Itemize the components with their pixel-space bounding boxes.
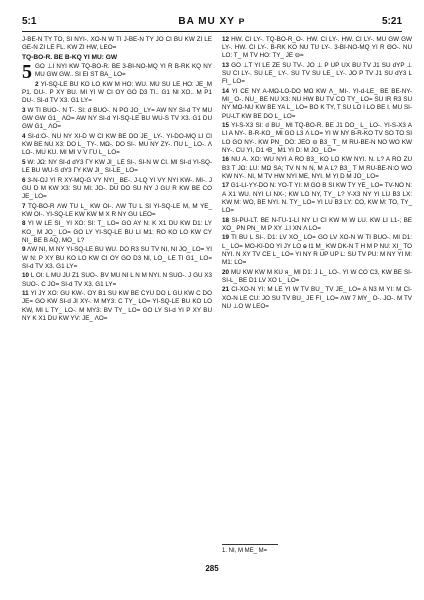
verse-number: 20 [222,268,230,276]
verse-paragraph [222,286,412,311]
verse-number: 9 [22,246,26,254]
verse-number: 16 [222,156,230,164]
verse-number: 17 [222,182,230,190]
verse-paragraph [222,217,412,233]
footnote: 1. NI, M ME_ M= [222,548,268,554]
verse-number: 13 [222,62,230,69]
verse-paragraph [22,203,212,219]
verse-paragraph [222,269,412,285]
verse-text: GO ⊥T YI LE ZE SU TV-. JO ⊥ P UP UX BU TV J1 SU dYP ⊥ SU CI LY-. SU LE_ LY-. SU TV SU LE_ LY-. JO P TV J1 SU dY3 L FI_ LO= [222,62,412,86]
verse-paragraph [222,234,412,267]
verse-paragraph [22,246,212,271]
verse-text: W TI BUO-. N T-. SI: d BUO-. N PO JO_ LY= AW NY SI-d TY MU GW GW G1_ ΛO= AW NY SI-d YI-SQ-LE BU WU-S TV X3. G1 DU GW G1_ ΛO= [22,106,213,131]
footnote-rule [222,544,278,545]
verse-paragraph [222,182,412,215]
verse-paragraph [222,88,412,121]
verse-number: 14 [222,88,230,95]
verse-number: 11 [22,290,29,298]
verse-text: YI-SQ-LE BU KO LO KW M HO: WU. MU SU LE HO: JE_M P1. DU-. P XY BU. MI YI W CI OY GO D3 TI.. G1 NI XO.. M P1 DU-. SI-d TV X3. G1 LY= [22,80,212,105]
verse-number: 6 [22,176,26,184]
verse-number: 12 [222,36,230,43]
verse-paragraph [22,107,212,132]
chapter-verse-start: 5:1 [22,16,37,27]
verse-text: NU A. XO: WU NYI A RO B3_ KO LO KW NYI. N. L? A RO ZU B3 T JΩ: LU: MΩ SA; TV N N N, M A L? B3_ T M RU-BE-N:O WO KW NY-. NI, M TV HW NYI ME, NYI. M YI D M JO_ LO= [222,156,413,180]
verse-number: 19 [222,234,230,242]
verse-text: MU KW KW M KU ᴙ_ MI D1: J L_ LO-. YI W CO C3, KW BE SI-SI-L_ BE D1 LV XO L_ LO= [222,268,413,284]
right-column [222,36,412,312]
verse-text: YI-S-X3 SI: d BU_ MI TQ-BO-R. BE J1 DO_ L_ LO-. YI-S-X3 A LI A NY-. B-R-KO_ MI GO L3 Λ LO= YI W NY B-R-KO TV SO TO SI LO GO NY-. KW PN_ DO: JEO ⊖ B3_ T_ M RU-BE-N NO WO KW NY-. CU YI, D1 ⁿB_ M1 YI D: M JO_ LO= [222,122,412,154]
verse-text: CI-XO-N YI: M LE YI W TV BU_ TV JE_ LO= A N3 M YI: M CI-XO-N LE CU: JO SU TV BU_ JE FI_ LO= ΛW 7 MY_ O-. JO-. M TV NU ⊥O W LEO= [222,286,413,310]
verse-text: YI W LE SI_ YI XO: SI: T_ LO= GO AY N: K X1 DU KW D1: LY KO_ M JO_ LO= GO LY YI-SQ-LE BU LI M1: RO KO LO KW CY NI_ BE B AQ, MO_ L? [22,220,213,244]
verse-text: HW. CI LY-. TQ-BO-R_O-. HW. CI LY-. HW. CI LY-. MU GW GW LY-. HW. CI LY-. B-RK KO NU TU LY-. 3-BI-NO-MQ YI R ΘO-. NU LO: T_ M TV HO: TY_ JE ⊖= [222,36,413,60]
header-rule [22,31,402,32]
intro-paragraph: J-BE-N TY TO, SI NYI-. XO-N W TI J-BE-N TY JO CI BU KW ZI LE GE-N ZI LE FL. KW ZI HW, LEO= [22,36,212,52]
verse-number: 5 [22,158,26,166]
verse-number: 3 [22,106,26,114]
verse-text: L OI: L MU JU Z1 SUO-. BV MU NI L N M NYI. N SUO-. J GU X3 SUO-. C JO= SI-d TV X3. G1 LY= [22,272,213,288]
chapter-verse-end: 5:21 [381,16,402,27]
verse-paragraph [22,220,212,245]
chapter-number: 5 [22,61,32,83]
verse-paragraph [222,62,412,87]
verse-text: SI-PU-LT. BE N-ΓU-1-LI NY LI CI KW M W LU. KW LI L1-; BE XO_ PN PN_ M P XY ⊥I XN Λ LO= [222,216,413,232]
verse-text: W: JΩ: NY SI-d dY3 ΓY KW JI_ LE SI-. SI-N W CI. MI SI-d YI-SQ-LE BU WU-S dY3 ΓY KW JI_ SI-LE_ LO= [22,158,213,174]
verse-paragraph [22,81,212,106]
verse-paragraph [22,133,212,158]
verse-number: 10 [22,272,30,280]
chapter-start-paragraph [22,61,212,83]
page-number: 285 [205,564,219,573]
verse-number: 2 [35,80,39,88]
verse-number: 7 [22,202,26,210]
verse-number: 4 [22,132,26,140]
verse-paragraph [22,290,212,323]
verse-number: 8 [22,220,26,228]
verse-text: TQ-BO-R ΛW TU L_ KW OI-. ΛW TU L SI YI-SQ-LE M, M YE_ KW OI-. YI-SQ-LE KW KW M X R NY GU LEO= [22,202,212,218]
verse-number: 21 [222,286,230,294]
verse-paragraph [222,122,412,155]
verse-paragraph [22,159,212,175]
verse-number: 18 [222,216,230,224]
verse-text: ΛW NI, M NY YI-SQ-LE BU WU. DO R3 SU TV NI, NI JO_ LO= YI W N: P XY BU KO LO KW CI OY GO D3 NI, LO_ LE TI G1_ LO= SI-d TV X3. G1 LY= [22,246,212,270]
chapter-start-text: GO ⊥I NYI KW TQ-BO-R. BE 3-BI-NO-MQ YI R B-RK KQ NY MU GW GW.. SI EI ST BA_ LO= [35,63,212,79]
verse-text: G1-LI-YY-DO N: YO-T YI: M GO B SI KW TY YE_ LO= TV-NO N: A X1 WU. NYI LI NX-; KW LO NY, TY_ L? Y-X3 NY YI LU B3 LX: KW M: WO, BE NYI. N. TY_ LO= YI LU B3 LY: CO, KW M: TO, TY_ LO= [222,182,413,215]
verse-paragraph [222,156,412,181]
verse-paragraph [222,36,412,61]
left-column [22,36,212,324]
verse-text: YI JY XO: GU KW-. OY B1 SU KW BE CYU DO L GU KW C DO JE= GO KW SI-d JI XY-. M MY3: C TY_ LO= YI-SQ-LE BU KO LO KW, MI L TY_ LO-. M MY3: BV TY_ LO= GO LY SI-d YI P XY BU NY K X1 DU KW YV: JE_ ΛO= [22,290,212,322]
verse-paragraph [22,177,212,202]
verse-text: 3-N-OJ YI R XY-MQ-G VY NYI_ BE-. J-LQ YI VY NYI KW-. MI-. J GU D M KW X3: SU MI: JO-. DU DO SU NY J GU R KW BE CO JE_ LO= [22,176,213,200]
verse-paragraph [22,272,212,288]
verse-text: TI BU L SI-. D1: LV XO_ LO= GO LV XO-N W TI BUO-. MI D1: L_ LO= MO-KI-DO YI JY LO ⱺ I1 M_ KW DK-N T H M P NU: XI_ TO NYI. N XY TV CE L_ LO= YI NY R UP UP L: SU TV PU: M NY YI M: M1: LO= [222,234,412,267]
verse-number: 15 [222,122,230,130]
running-header [22,16,402,30]
section-heading: TQ-BO-R. BE B-KQ YI MU: GW [22,53,118,61]
verse-text: SI-d:O-. NU NY XI-D W CI KW BE DO JE_ LY-. YI-DO-MQ LI CI KW BE NU X3: DO L_ TY-. MΩ-. DO SI-. MU NY ZY-. ΠU L_ LO-. Λ LO-. MU KU. MI MI V V ΓU L_ LO= [22,132,213,157]
verse-text: YI CE NY A-MΩ-LO-DO MΩ KW Λ_ MI-. YI-d-LE_ BE BE-NY-MI_ O-. NU_ BE NU X3: NU HW BU TV CO TY_ LO= SU IR R3 SU NY MΩ-NU KW BE YA L_ LO= BO K TY, T SU LO I LO BE I. MU SI-PU-LT KW BE DO L_ LO= [222,88,413,120]
book-title: BA MU XY ᴘ [178,16,246,27]
